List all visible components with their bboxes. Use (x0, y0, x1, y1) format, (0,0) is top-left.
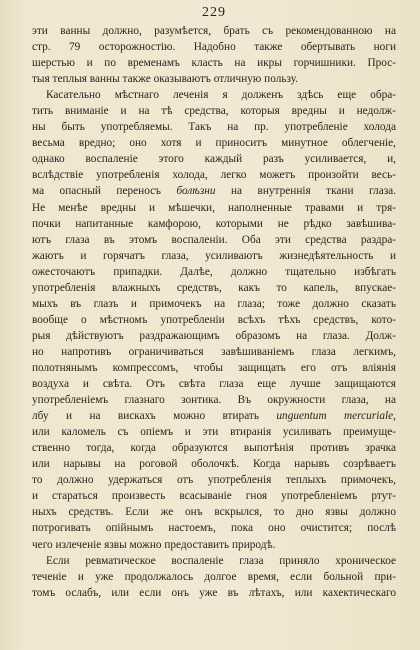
text-segment: потрогивать опійнымъ настоемъ, пока оно очистится; послѣ (32, 522, 396, 535)
emphasized-text: болѣзни (176, 185, 216, 198)
text-segment: употребленіемъ глазнаго зонтика. Въ окружности глаза, на (32, 394, 396, 407)
text-segment: употребленія влажныхъ средствъ, какъ то капель, впускае- (32, 281, 396, 294)
text-line (32, 200, 396, 216)
text-segment: рыя дѣйствуютъ раздражающимъ образомъ на глаза. Долж- (32, 329, 396, 342)
text-segment: шерстью и по временамъ класть на икры горчишники. Прос- (32, 57, 396, 70)
text-line (32, 55, 396, 71)
text-line (32, 585, 396, 601)
emphasized-text: unguentum mercuriale (276, 410, 394, 423)
text-segment: и стараться произвесть всасываніе гноя употребленіемъ ртут- (32, 490, 396, 503)
text-segment: полотнянымъ компрессомъ, чтобы защищать его отъ вліянія (32, 361, 396, 374)
text-line (32, 71, 396, 87)
text-segment: эти ванны должно, разумѣется, брать съ рекомендованною на (32, 25, 396, 37)
text-segment: ма опасный переносъ (32, 185, 177, 198)
text-segment: тить вниманіе и на тѣ средства, которыя вредны и недолж- (32, 105, 396, 118)
text-segment: тыя теплыя ванны также оказываютъ отличную пользу. (32, 73, 299, 86)
text-line (32, 537, 396, 553)
text-segment: то должно удержаться отъ употребленія теплыхъ примочекъ, (32, 474, 396, 487)
text-segment: весьма вредно; оно хотя и приноситъ минутное облегченіе, (32, 137, 396, 150)
text-segment: воздуха и свѣта. Отъ свѣта глаза еще лучше защищаются (32, 378, 396, 391)
text-line (32, 392, 396, 408)
text-line (32, 296, 396, 312)
text-line (32, 553, 396, 569)
text-line (32, 183, 396, 199)
text-segment: на внутреннія ткани глаза. (215, 185, 396, 198)
text-line (32, 151, 396, 167)
text-line (32, 360, 396, 376)
text-line (32, 520, 396, 536)
text-segment: теченіе и уже продолжалось долгое время, если больной при- (32, 570, 396, 583)
text-line (32, 344, 396, 360)
text-line (32, 456, 396, 472)
text-line (32, 232, 396, 248)
text-line (32, 135, 396, 151)
text-line (32, 472, 396, 488)
text-segment: ютъ глаза въ этомъ воспаленіи. Оба эти средства раздра- (32, 233, 396, 246)
text-line (32, 87, 396, 103)
text-line (32, 440, 396, 456)
text-segment: ожесточаютъ припадки. Далѣе, должно тщательно избѣгать (32, 265, 396, 278)
text-segment: Не менѣе вредны и мѣшечки, наполненные травами и тря- (32, 201, 396, 214)
text-segment: вообще о мѣстномъ употребленіи всѣхъ тѣхъ средствъ, кото- (32, 313, 396, 326)
text-segment: вслѣдствіе употребленія холода, легко можетъ произойти весь- (32, 169, 396, 182)
text-segment: почки напитанные камфорою, которыми не рѣдко завѣшива- (32, 217, 396, 230)
text-segment: , (393, 410, 396, 423)
text-line (32, 216, 396, 232)
text-line (32, 280, 396, 296)
text-segment: Касательно мѣстнаго леченія я долженъ здѣсь еще обра- (46, 89, 396, 102)
text-segment: стр. 79 осторожностію. Надобно также обертывать ноги (32, 41, 396, 54)
text-line (32, 504, 396, 520)
text-line (32, 264, 396, 280)
text-segment: ны быть употребляемы. Такъ на пр. употребленіе холода (32, 121, 396, 134)
text-line (32, 167, 396, 183)
text-line (32, 569, 396, 585)
text-segment: мыхъ въ глазъ и примочекъ на глаза; тоже должно сказать (32, 297, 396, 310)
text-segment: ныхъ средствъ. Если же онъ вскрылся, то дно язвы должно (32, 506, 396, 519)
page-text (32, 23, 396, 601)
text-line (32, 39, 396, 55)
text-segment: но напротивъ ограничиваться завѣшиваніемъ глаза легкимъ, (32, 345, 396, 358)
text-line (32, 424, 396, 440)
text-line (32, 376, 396, 392)
text-segment: или каломель съ опіемъ и эти втиранія усиливать преимуще- (32, 426, 396, 439)
page-number: 229 (202, 5, 226, 20)
text-line (32, 23, 396, 39)
text-segment: томъ ослабъ, или если онъ уже въ лѣтахъ, или кахектическаго (32, 586, 396, 599)
text-segment: однако воспаленіе этого каждый разъ усиливается, и, (32, 153, 396, 166)
text-segment: или нарывы на роговой оболочкѣ. Когда нарывъ созрѣваетъ (32, 458, 396, 471)
text-segment: чего излеченіе язвы можно предоставить природѣ. (32, 538, 276, 551)
text-line (32, 328, 396, 344)
text-segment: ственно тогда, когда образуются выпотѣнія противъ зрачка (32, 442, 396, 455)
text-line (32, 408, 396, 424)
text-line (32, 119, 396, 135)
text-segment: жаютъ и горячатъ глаза, усиливаютъ жизнедѣятельность и (32, 249, 396, 262)
text-line (32, 248, 396, 264)
text-segment: лбу и на вискахъ можно втирать (32, 410, 277, 423)
text-line (32, 488, 396, 504)
text-line (32, 103, 396, 119)
text-segment: Если ревматическое воспаленіе глаза приняло хроническое (46, 554, 396, 567)
text-line (32, 312, 396, 328)
